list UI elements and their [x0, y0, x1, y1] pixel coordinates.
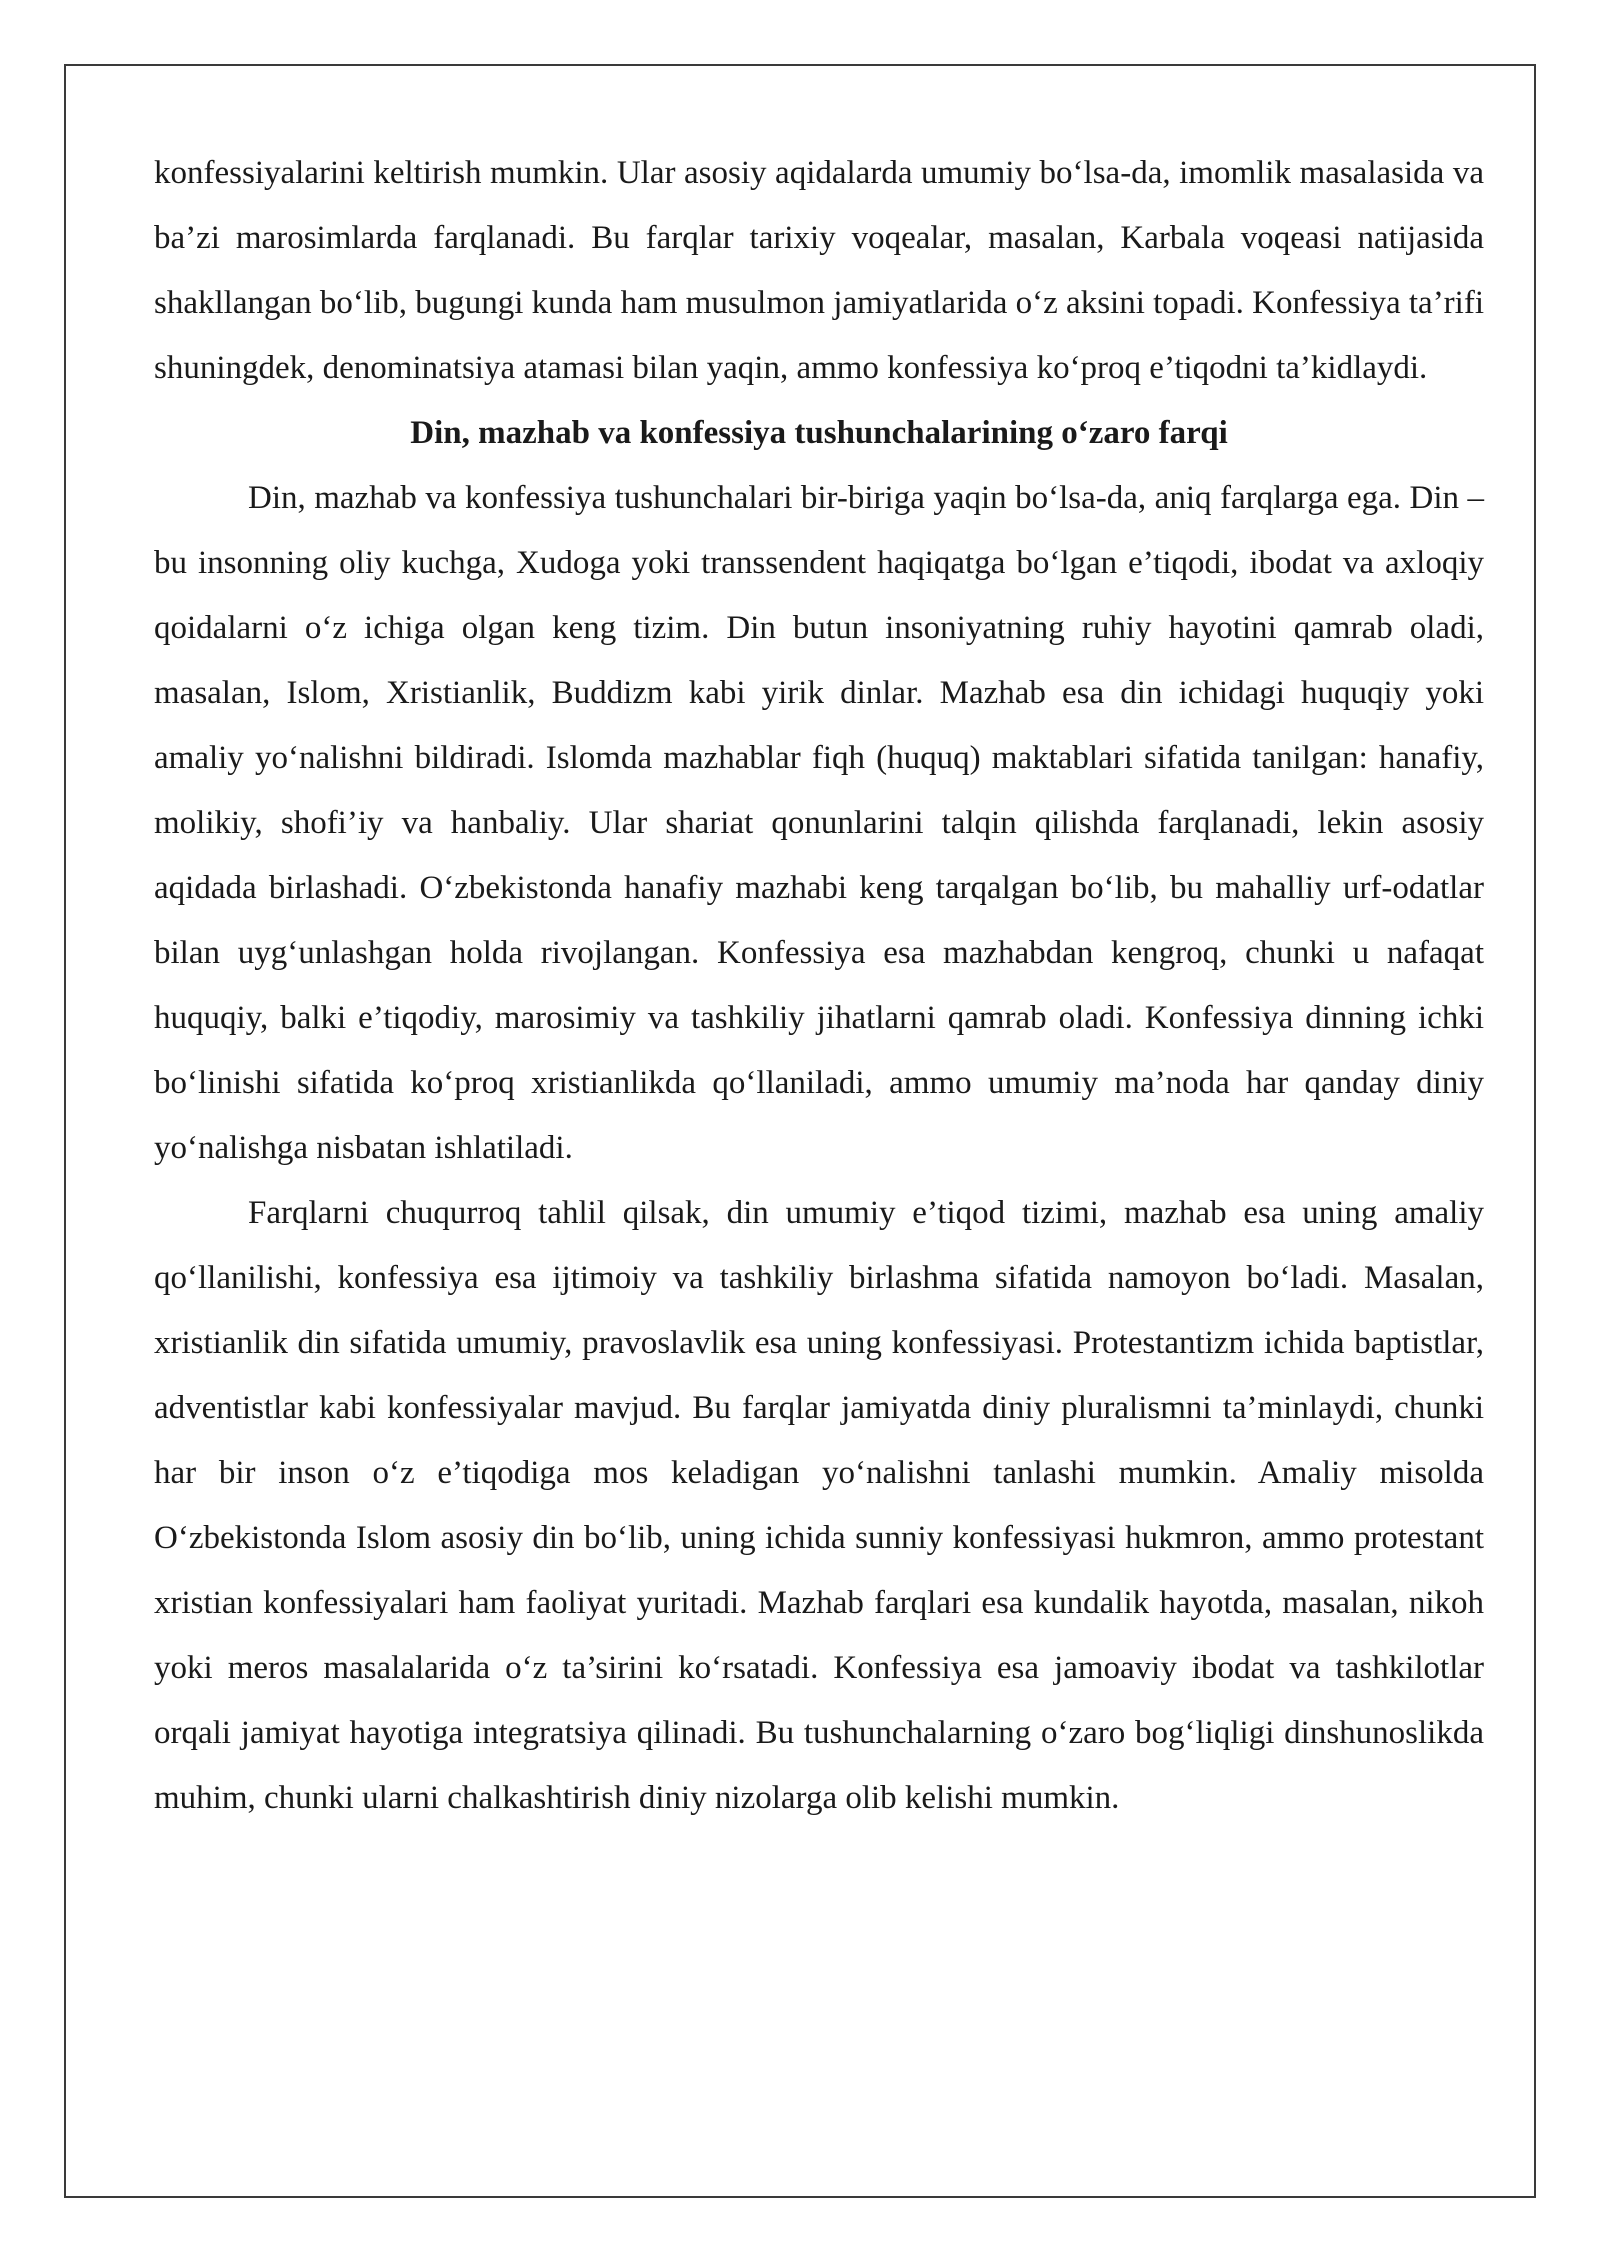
section-heading: Din, mazhab va konfessiya tushunchalarining o‘zaro farqi	[410, 415, 1228, 451]
paragraph-definitions: Din, mazhab va konfessiya tushunchalari bir-biriga yaqin bo‘lsa-da, aniq farqlarga ega. Din – bu insonning oliy kuchga, Xudoga yoki transsendent haqiqatga bo‘lgan e’tiqodi, ibodat va axloqiy qoidalarni o‘z ichiga olgan keng tizim. Din butun insoniyatning ruhiy hayotini qamrab oladi, masalan, Islom, Xristianlik, Buddizm kabi yirik dinlar. Mazhab esa din ichidagi huquqiy yoki amaliy yo‘nalishni bildiradi. Islomda mazhablar fiqh (huquq) maktablari sifatida tanilgan: hanafiy, molikiy, shofi’iy va hanbaliy. Ular shariat qonunlarini talqin qilishda farqlanadi, lekin asosiy aqidada birlashadi. O‘zbekistonda hanafiy mazhabi keng tarqalgan bo‘lib, bu mahalliy urf-odatlar bilan uyg‘unlashgan holda rivojlangan. Konfessiya esa mazhabdan kengroq, chunki u nafaqat huquqiy, balki e’tiqodiy, marosimiy va tashkiliy jihatlarni qamrab oladi. Konfessiya dinning ichki bo‘linishi sifatida ko‘proq xristianlikda qo‘llaniladi, ammo umumiy ma’noda har qanday diniy yo‘nalishga nisbatan ishlatiladi.	[154, 480, 1484, 1166]
paragraph-continuation: konfessiyalarini keltirish mumkin. Ular asosiy aqidalarda umumiy bo‘lsa-da, imomlik masalasida va ba’zi marosimlarda farqlanadi. Bu farqlar tarixiy voqealar, masalan, Karbala voqeasi natijasida shakllangan bo‘lib, bugungi kunda ham musulmon jamiyatlarida o‘z aksini topadi. Konfessiya ta’rifi shuningdek, denominatsiya atamasi bilan yaqin, ammo konfessiya ko‘proq e’tiqodni ta’kidlaydi.	[154, 155, 1484, 386]
paragraph-analysis: Farqlarni chuqurroq tahlil qilsak, din umumiy e’tiqod tizimi, mazhab esa uning amaliy qo‘llanilishi, konfessiya esa ijtimoiy va tashkiliy birlashma sifatida namoyon bo‘ladi. Masalan, xristianlik din sifatida umumiy, pravoslavlik esa uning konfessiyasi. Protestantizm ichida baptistlar, adventistlar kabi konfessiyalar mavjud. Bu farqlar jamiyatda diniy pluralismni ta’minlaydi, chunki har bir inson o‘z e’tiqodiga mos keladigan yo‘nalishni tanlashi mumkin. Amaliy misolda O‘zbekistonda Islom asosiy din bo‘lib, uning ichida sunniy konfessiyasi hukmron, ammo protestant xristian konfessiyalari ham faoliyat yuritadi. Mazhab farqlari esa kundalik hayotda, masalan, nikoh yoki meros masalalarida o‘z ta’sirini ko‘rsatadi. Konfessiya esa jamoaviy ibodat va tashkilotlar orqali jamiyat hayotiga integratsiya qilinadi. Bu tushunchalarning o‘zaro bog‘liqligi dinshunoslikda muhim, chunki ularni chalkashtirish diniy nizolarga olib kelishi mumkin.	[154, 1195, 1484, 1816]
document-body	[154, 141, 1484, 1831]
